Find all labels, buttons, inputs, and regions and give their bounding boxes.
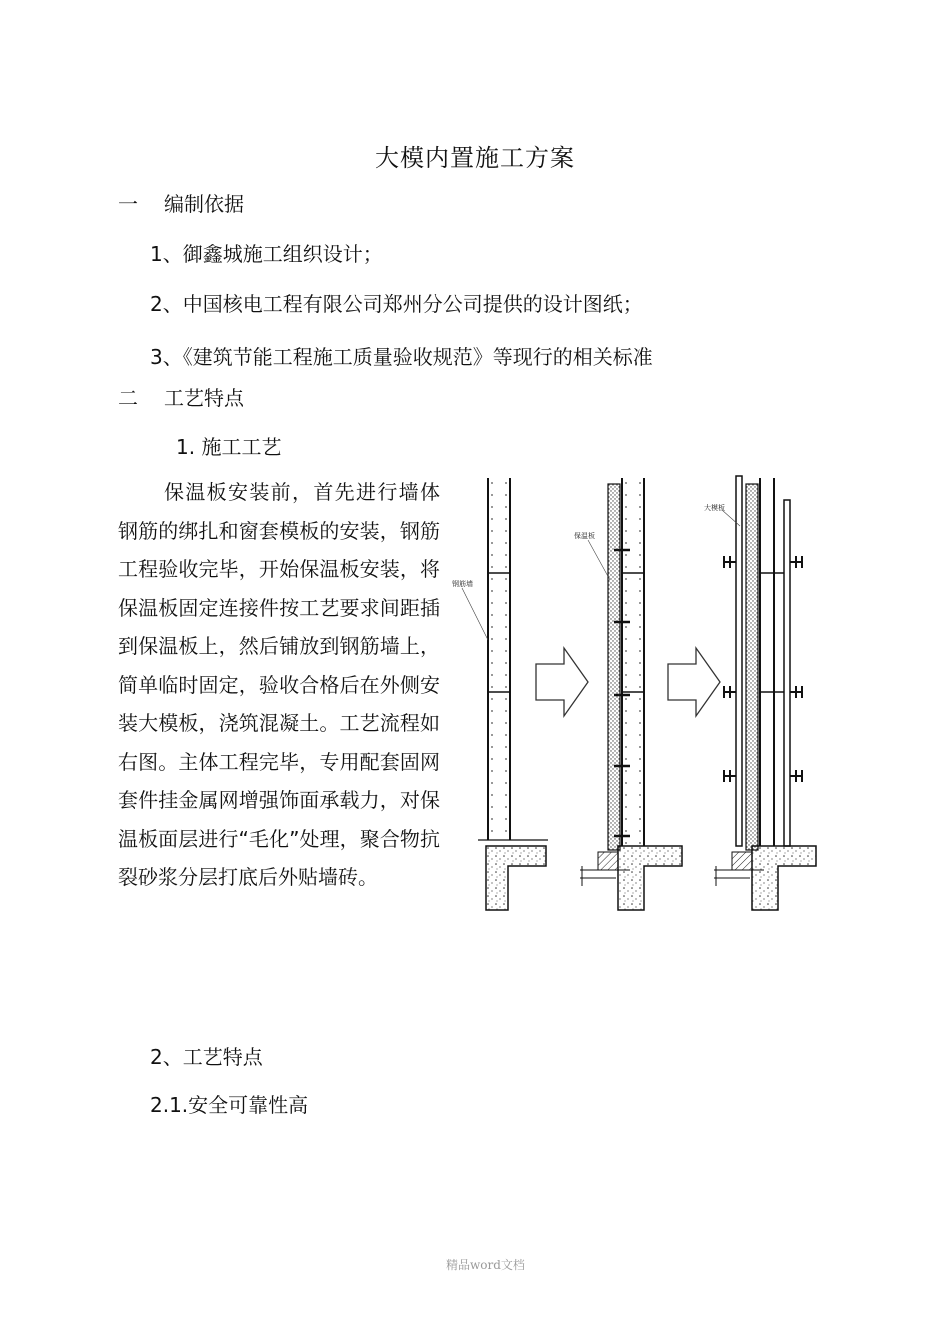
flow-arrow-1 bbox=[536, 648, 588, 716]
subsection-process-features: 2、工艺特点 bbox=[150, 1045, 263, 1069]
process-paragraph: 保温板安装前，首先进行墙体钢筋的绑扎和窗套模板的安装，钢筋工程验收完毕，开始保温板安装，将保温板固定连接件按工艺要求间距插到保温板上，然后铺放到钢筋墙上，简单临时固定，验收合格后在外侧安装大模板，浇筑混凝土。工艺流程如右图。主体工程完毕，专用配套固网套件挂金属网增强饰面承载力，对保温板面层进行“毛化”处理，聚合物抗裂砂浆分层打底后外贴墙砖。 bbox=[118, 480, 440, 889]
section-1-heading bbox=[118, 188, 244, 217]
flow-arrow-2 bbox=[668, 648, 720, 716]
basis-item-2: 2、中国核电工程有限公司郑州分公司提供的设计图纸； bbox=[150, 292, 643, 316]
section-1-number: 一 bbox=[118, 192, 138, 216]
section-2-number: 二 bbox=[118, 386, 138, 410]
section-2-title: 工艺特点 bbox=[164, 386, 244, 410]
basis-item-1: 1、御鑫城施工组织设计； bbox=[150, 242, 383, 266]
stage-large-formwork bbox=[704, 476, 816, 910]
subsection-safety-reliability: 2.1.安全可靠性高 bbox=[150, 1093, 309, 1117]
label-rebar-wall: 钢筋墙 bbox=[452, 580, 473, 588]
subsection-construction-process: 1. 施工工艺 bbox=[176, 435, 282, 459]
document-title: 大模内置施工方案 bbox=[375, 144, 575, 172]
section-1-title: 编制依据 bbox=[164, 192, 244, 216]
page-footer-watermark: 精品word文档 bbox=[446, 1258, 525, 1272]
label-large-formwork: 大模板 bbox=[704, 504, 725, 512]
basis-item-3: 3、《建筑节能工程施工质量验收规范》等现行的相关标准 bbox=[150, 345, 653, 369]
section-2-heading bbox=[118, 382, 244, 411]
stage-rebar-wall bbox=[452, 478, 548, 910]
label-insulation-board: 保温板 bbox=[574, 532, 595, 540]
process-flow-figure bbox=[452, 470, 826, 916]
process-flow-diagram bbox=[452, 470, 826, 916]
stage-insulation-board bbox=[574, 478, 682, 910]
